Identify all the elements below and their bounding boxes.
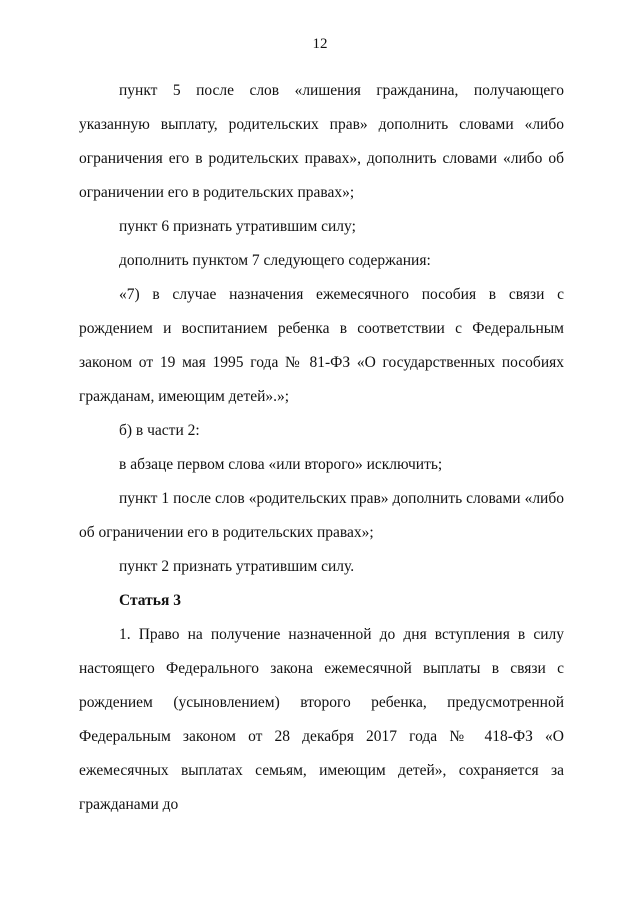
paragraph-part-2: б) в части 2: <box>119 422 200 439</box>
paragraph-add-item-7: дополнить пунктом 7 следующего содержания: <box>119 252 431 269</box>
article-heading: Статья 3 <box>119 592 181 609</box>
article-paragraph: 1. Право на получение назначенной до дня вступления в силу настоящего Федерального закона ежемесячной выплаты в связи с рождением (усыновлением) второго ребенка, предусмотренной Федеральным законом от 28 декабря 2017 года № 418-ФЗ «О ежемесячных выплатах семьям, имеющим детей», сохраняется за гражданами до <box>79 626 564 813</box>
paragraph-item-7-text: «7) в случае назначения ежемесячного пособия в связи с рождением и воспитанием ребенка в соответствии с Федеральным законом от 19 мая 1995 года № 81-ФЗ «О государственных пособиях гражданам, имеющим детей».»; <box>79 286 564 405</box>
paragraph-item-6: пункт 6 признать утратившим силу; <box>119 218 356 235</box>
page-number: 12 <box>312 36 328 52</box>
paragraph-item-1: пункт 1 после слов «родительских прав» дополнить словами «либо об ограничении его в родительских правах»; <box>79 490 564 541</box>
document-body <box>79 74 564 822</box>
paragraph-item-2: пункт 2 признать утратившим силу. <box>119 558 355 575</box>
paragraph-first-abzac: в абзаце первом слова «или второго» исключить; <box>119 456 443 473</box>
paragraph-item-5: пункт 5 после слов «лишения гражданина, получающего указанную выплату, родительских прав» дополнить словами «либо ограничения его в родительских правах», дополнить словами «либо об ограничении его в родительских правах»; <box>79 82 564 201</box>
